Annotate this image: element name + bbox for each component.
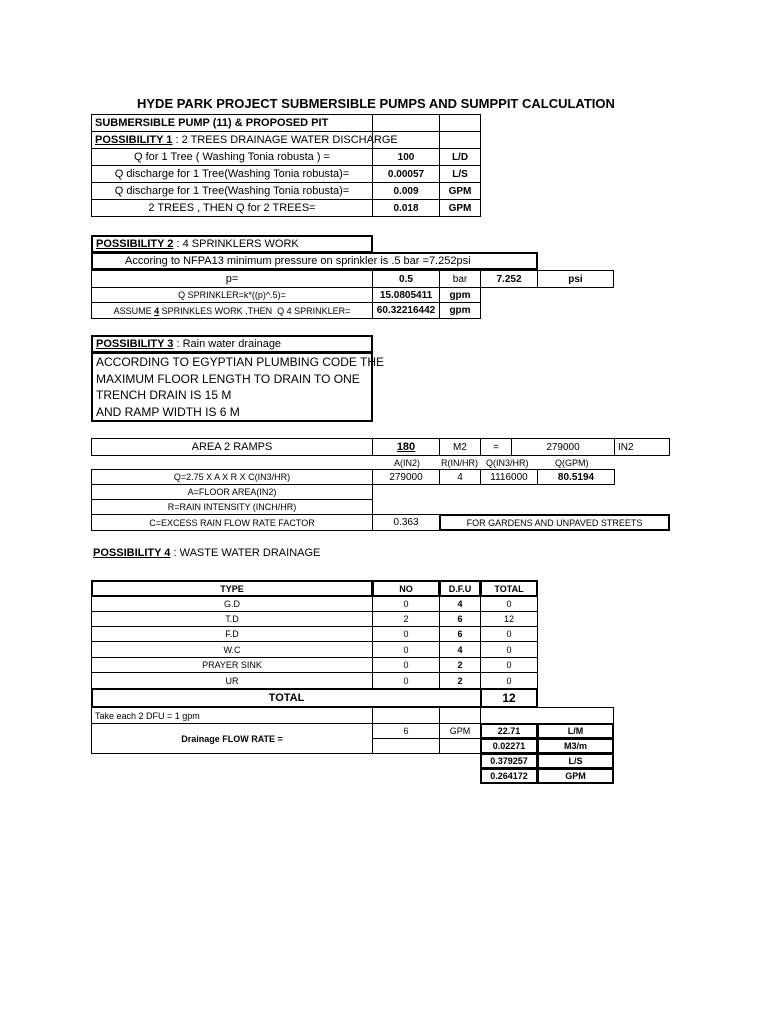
s1-row-unit: L/D	[439, 148, 481, 166]
s3-col-r: R(IN/HR)	[441, 458, 478, 468]
s2-q-sprinkler-unit: gpm	[439, 287, 481, 303]
s4-row-dfu: 4	[439, 641, 481, 658]
s4-row-no: 0	[372, 641, 440, 658]
s4-row-total: 0	[480, 657, 538, 673]
s3-in2-unit: IN2	[614, 438, 670, 456]
s1-row-value: 100	[372, 148, 440, 166]
s4-total-label: TOTAL	[91, 688, 482, 708]
s4-result-value: 0.379257	[480, 753, 538, 769]
s4-row-type: W.C	[91, 641, 373, 658]
s3-area-in2: 279000	[511, 438, 615, 456]
s4-row-dfu: 6	[439, 611, 481, 627]
s2-psi-value: 7.252	[480, 270, 538, 288]
s4-total-value: 12	[480, 688, 538, 708]
s3-r-val: 4	[439, 469, 481, 485]
s4-header-type: TYPE	[91, 580, 373, 597]
s4-result-unit: GPM	[537, 768, 614, 784]
page-title: HYDE PARK PROJECT SUBMERSIBLE PUMPS AND SUMPPIT CALCULATION	[137, 96, 615, 111]
s1-empty-2	[439, 114, 481, 132]
s1-row-value: 0.009	[372, 182, 440, 200]
s4-row-total: 12	[480, 611, 538, 627]
s2-assume-label: ASSUME 4 SPRINKLES WORK ,THEN Q 4 SPRINKLER=	[91, 302, 373, 319]
s3-col-q: Q(IN3/HR)	[486, 458, 529, 468]
s4-result-unit: L/M	[537, 723, 614, 739]
s1-row-label: Q discharge for 1 Tree(Washing Tonia robusta)=	[91, 182, 373, 200]
s3-col-qgpm: Q(GPM)	[555, 458, 589, 468]
s3-def-a: A=FLOOR AREA(IN2)	[91, 484, 373, 500]
s1-row-value: 0.00057	[372, 165, 440, 183]
s4-empty-1	[372, 707, 440, 724]
s4-flow-unit: GPM	[439, 723, 481, 739]
s4-row-type: T.D	[91, 611, 373, 627]
s3-area-label: AREA 2 RAMPS	[91, 438, 373, 456]
s3-def-c: C=EXCESS RAIN FLOW RATE FACTOR	[91, 514, 373, 531]
s4-row-type: UR	[91, 672, 373, 689]
s1-heading: SUBMERSIBLE PUMP (11) & PROPOSED PIT	[91, 114, 373, 132]
s2-possibility-label: POSSIBILITY 2	[96, 238, 174, 250]
s4-row-total: 0	[480, 626, 538, 642]
s4-flow-no: 6	[372, 723, 440, 739]
s2-psi-unit: psi	[537, 270, 614, 288]
s4-result-unit: M3/m	[537, 738, 614, 754]
s1-row-label: 2 TREES , THEN Q for 2 TREES=	[91, 199, 373, 217]
s1-empty-1	[372, 114, 440, 132]
s4-result-value: 0.02271	[480, 738, 538, 754]
s1-row-label: Q for 1 Tree ( Washing Tonia robusta ) =	[91, 148, 373, 166]
s4-row-no: 0	[372, 596, 440, 612]
s4-header-dfu: D.F.U	[439, 580, 481, 597]
s3-possibility-text: : Rain water drainage	[173, 338, 282, 350]
s1-empty-4	[439, 131, 481, 149]
s4-empty-4	[372, 738, 440, 754]
s3-c-note: FOR GARDENS AND UNPAVED STREETS	[439, 514, 670, 531]
s4-row-dfu: 6	[439, 626, 481, 642]
s3-q-val: 1116000	[480, 469, 538, 485]
s3-qgpm-val: 80.5194	[537, 469, 615, 485]
s2-p-unit: bar	[439, 270, 481, 288]
s4-header-no: NO	[372, 580, 440, 597]
s4-possibility-label: POSSIBILITY 4	[93, 547, 171, 559]
s4-flow-label: Drainage FLOW RATE =	[91, 723, 373, 754]
s3-c-val: 0.363	[372, 514, 440, 531]
s4-row-no: 2	[372, 611, 440, 627]
s1-possibility-text: : 2 TREES DRAINAGE WATER DISCHARGE	[172, 134, 398, 146]
s4-result-value: 22.71	[480, 723, 538, 739]
s4-row-no: 0	[372, 657, 440, 673]
s1-row-unit: GPM	[439, 182, 481, 200]
s2-p-value: 0.5	[372, 270, 440, 288]
s2-p-label: p=	[91, 270, 373, 288]
s4-row-no: 0	[372, 672, 440, 689]
s2-q-sprinkler-label: Q SPRINKLER=k*((p)^.5)=	[91, 287, 373, 303]
s4-row-dfu: 4	[439, 596, 481, 612]
s2-assume-unit: gpm	[439, 302, 481, 319]
s3-area-value: 180	[372, 438, 440, 456]
s1-row-value: 0.018	[372, 199, 440, 217]
s4-row-type: G.D	[91, 596, 373, 612]
s4-row-total: 0	[480, 672, 538, 689]
s2-possibility	[91, 235, 373, 253]
s3-possibility	[91, 335, 373, 353]
s4-empty-5	[439, 738, 481, 754]
s3-code-note: ACCORDING TO EGYPTIAN PLUMBING CODE THE MAXIMUM FLOOR LENGTH TO DRAIN TO ONE TRENCH DRAIN IS 15 M AND RAMP WIDTH IS 6 M	[91, 352, 373, 422]
s4-row-dfu: 2	[439, 657, 481, 673]
s4-row-total: 0	[480, 641, 538, 658]
s1-row-unit: GPM	[439, 199, 481, 217]
s4-possibility-text: : WASTE WATER DRAINAGE	[170, 547, 321, 559]
s2-nfpa-note: Accoring to NFPA13 minimum pressure on sprinkler is .5 bar =7.252psi	[91, 252, 538, 270]
s3-col-a: A(IN2)	[394, 458, 421, 468]
s4-row-dfu: 2	[439, 672, 481, 689]
s3-a-val: 279000	[372, 469, 440, 485]
s4-header-total: TOTAL	[480, 580, 538, 597]
s3-eq: =	[480, 438, 512, 456]
s4-row-type: PRAYER SINK	[91, 657, 373, 673]
s4-empty-3	[480, 707, 614, 724]
s1-empty-3	[372, 131, 440, 149]
s4-empty-2	[439, 707, 481, 724]
s3-formula: Q=2.75 X A X R X C(IN3/HR)	[91, 469, 373, 485]
s4-row-no: 0	[372, 626, 440, 642]
s3-area-unit: M2	[439, 438, 481, 456]
s2-possibility-text: : 4 SPRINKLERS WORK	[173, 238, 299, 250]
s1-row-label: Q discharge for 1 Tree(Washing Tonia robusta)=	[91, 165, 373, 183]
s4-row-total: 0	[480, 596, 538, 612]
s4-result-value: 0.264172	[480, 768, 538, 784]
s4-row-type: F.D	[91, 626, 373, 642]
s4-possibility	[93, 548, 320, 559]
s3-possibility-label: POSSIBILITY 3	[96, 338, 174, 350]
s4-dfu-note: Take each 2 DFU = 1 gpm	[91, 707, 373, 724]
s3-def-r: R=RAIN INTENSITY (INCH/HR)	[91, 499, 373, 515]
s1-row-unit: L/S	[439, 165, 481, 183]
s1-possibility-label: POSSIBILITY 1	[95, 134, 173, 146]
s2-q-sprinkler-value: 15.0805411	[372, 287, 440, 303]
s4-result-unit: L/S	[537, 753, 614, 769]
s1-possibility	[91, 131, 398, 149]
s2-assume-value: 60.32216442	[372, 302, 440, 319]
